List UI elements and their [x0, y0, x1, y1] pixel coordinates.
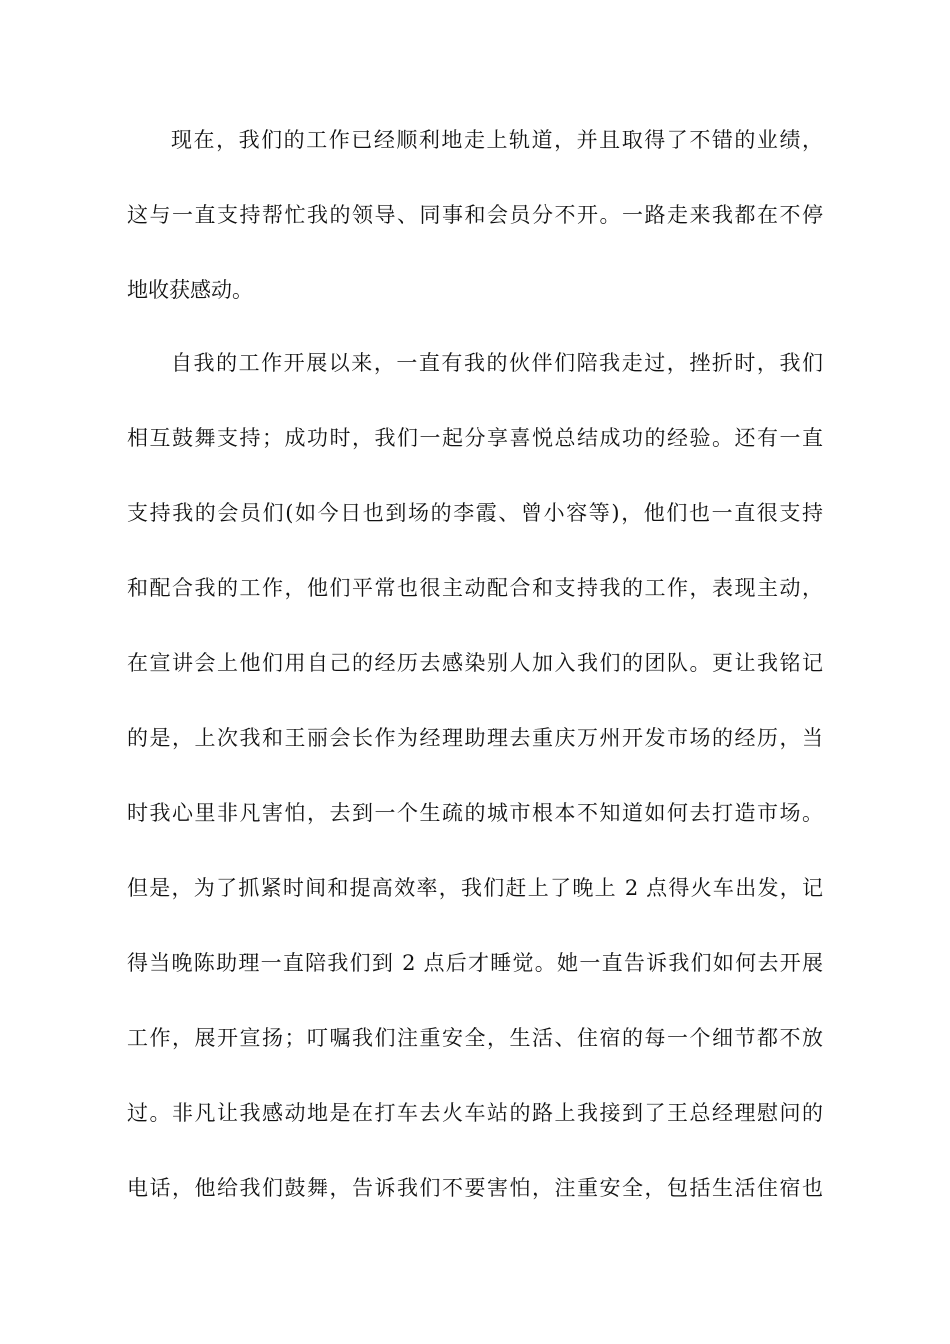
paragraph-2-line-1: 自我的工作开展以来，一直有我的伙伴们陪我走过，挫折时，我们 — [171, 351, 823, 375]
paragraph-2-line-8: 但是，为了抓紧时间和提高效率，我们赶上了晚上 2 点得火车出发，记 — [127, 876, 823, 900]
paragraph-2-line-4: 和配合我的工作，他们平常也很主动配合和支持我的工作，表现主动， — [127, 576, 823, 600]
paragraph-1-line-3: 地收获感动。 — [127, 278, 253, 302]
paragraph-2-line-12: 电话，他给我们鼓舞，告诉我们不要害怕，注重安全，包括生活住宿也 — [127, 1176, 823, 1200]
paragraph-1-line-2: 这与一直支持帮忙我的领导、同事和会员分不开。一路走来我都在不停 — [127, 203, 823, 227]
paragraph-2-line-5: 在宣讲会上他们用自己的经历去感染别人加入我们的团队。更让我铭记 — [127, 651, 823, 675]
paragraph-2-line-7: 时我心里非凡害怕，去到一个生疏的城市根本不知道如何去打造市场。 — [127, 801, 823, 825]
paragraph-2-line-2: 相互鼓舞支持；成功时，我们一起分享喜悦总结成功的经验。还有一直 — [127, 426, 823, 450]
paragraph-2-line-6: 的是，上次我和王丽会长作为经理助理去重庆万州开发市场的经历，当 — [127, 726, 823, 750]
paragraph-2-line-9: 得当晚陈助理一直陪我们到 2 点后才睡觉。她一直告诉我们如何去开展 — [127, 951, 823, 975]
paragraph-1-line-1: 现在，我们的工作已经顺利地走上轨道，并且取得了不错的业绩， — [171, 128, 823, 152]
paragraph-2-line-3: 支持我的会员们(如今日也到场的李霞、曾小容等)，他们也一直很支持 — [127, 501, 823, 525]
paragraph-2-line-10: 工作，展开宣扬；叮嘱我们注重安全，生活、住宿的每一个细节都不放 — [127, 1026, 823, 1050]
paragraph-2-line-11: 过。非凡让我感动地是在打车去火车站的路上我接到了王总经理慰问的 — [127, 1101, 823, 1125]
